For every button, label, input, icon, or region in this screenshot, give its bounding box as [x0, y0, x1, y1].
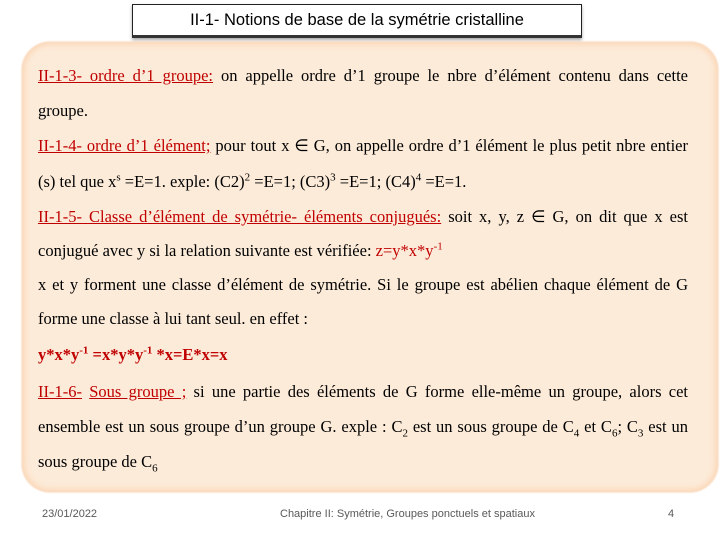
- slide-title: II-1- Notions de base de la symétrie cristalline: [132, 4, 582, 38]
- sup-4: 4: [415, 171, 422, 184]
- eq-sup-2: -1: [143, 344, 153, 357]
- relation-sup: -1: [433, 240, 443, 253]
- text-ordre-element-1: pour tout x ∈ G, on appelle ordre d’1 élément le plus petit nbre entier (s) tel que x: [38, 136, 688, 191]
- eq-sup-1: -1: [79, 344, 89, 357]
- section-ordre-groupe: [38, 58, 688, 128]
- text-sous-groupe-5: est un sous groupe de C: [38, 417, 688, 471]
- eq-part-1: y*x*y: [38, 345, 80, 364]
- text-classe-1: soit x, y, z ∈ G, on dit que x est conjugué avec y si la relation suivante est vérifiée:: [38, 207, 688, 260]
- sup-3: 3: [330, 171, 336, 184]
- footer-page-number: 4: [668, 508, 675, 520]
- section-classe-element: [38, 200, 688, 268]
- text-sous-groupe-4: ; C: [617, 417, 638, 436]
- eq-part-3: *x=E*x=x: [152, 345, 228, 364]
- relation-text: z=y*x*y: [375, 241, 434, 260]
- sub-3: 3: [637, 427, 644, 440]
- text-sous-groupe-2: est un sous groupe de C: [407, 417, 574, 436]
- eq-part-2: =x*y*y: [88, 345, 144, 364]
- text-classe-2: x et y forment une classe d’élément de symétrie. Si le groupe est abélien chaque élément de G forme une classe à lui tant seul. en effet :: [38, 275, 688, 328]
- sup-s: s: [116, 171, 121, 184]
- sub-6a: 6: [611, 427, 618, 440]
- section-ordre-element: [38, 128, 688, 200]
- text-ordre-groupe: on appelle ordre d’1 groupe le nbre d’élément contenu dans cette groupe.: [38, 66, 689, 120]
- sub-2: 2: [402, 427, 408, 440]
- equation-classe: [38, 336, 688, 374]
- heading-sous-groupe-num: II-1-6-: [38, 382, 82, 401]
- heading-ordre-groupe: II-1-3- ordre d’1 groupe:: [38, 66, 214, 85]
- text-sous-groupe-1: si une partie des éléments de G forme elle-même un groupe, alors cet ensemble est un sous groupe d’un groupe G. exple : C: [38, 382, 688, 436]
- relation-conjugaison: [376, 241, 443, 260]
- text-sous-groupe-3: et C: [579, 417, 612, 436]
- section-sous-groupe: [38, 374, 688, 479]
- text-ordre-element-4: =E=1; (C4): [335, 172, 416, 191]
- heading-ordre-element: II-1-4- ordre d’1 élément;: [38, 136, 211, 155]
- footer-chapter: Chapitre II: Symétrie, Groupes ponctuels et spatiaux: [280, 508, 535, 520]
- heading-sous-groupe-label: Sous groupe ;: [89, 382, 187, 401]
- sub-6b: 6: [152, 462, 158, 475]
- sup-2: 2: [244, 171, 251, 184]
- heading-classe-element: II-1-5- Classe d’élément de symétrie- éléments conjugués:: [38, 207, 442, 226]
- text-ordre-element-2: =E=1. exple: (C2): [120, 172, 245, 191]
- slide-content: [38, 58, 688, 479]
- footer-date: 23/01/2022: [42, 508, 98, 520]
- sub-4: 4: [573, 427, 580, 440]
- text-ordre-element-3: =E=1; (C3): [250, 172, 331, 191]
- text-ordre-element-5: =E=1.: [421, 172, 467, 191]
